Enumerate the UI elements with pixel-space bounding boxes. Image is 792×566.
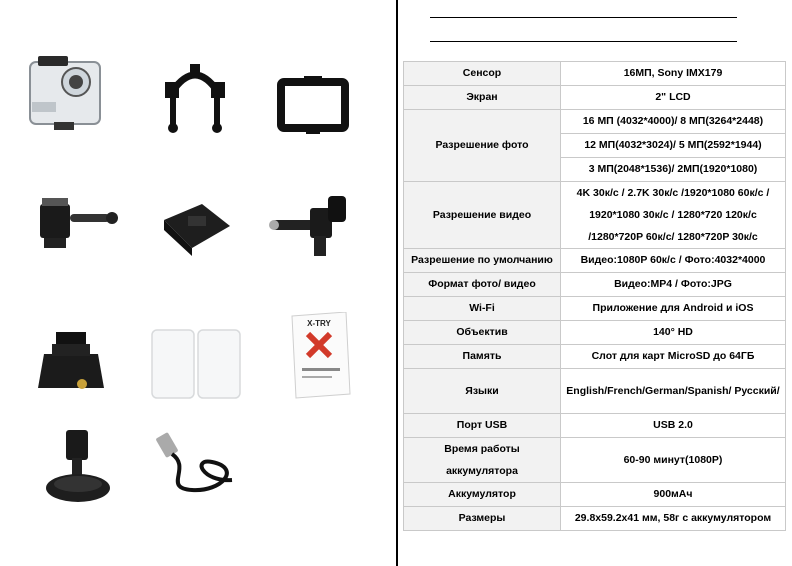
spec-table	[403, 61, 786, 531]
spec-value-battery: 900мАч	[561, 483, 786, 507]
adhesive-pads-image	[150, 326, 242, 402]
spec-label-wifi: Wi-Fi	[404, 297, 561, 321]
video-resolution-line-3: /1280*720P 60к/с/ 1280*720P 30к/с	[588, 231, 758, 243]
page-divider	[396, 0, 398, 566]
manual-brand-text: X-TRY	[307, 319, 331, 328]
spec-row-dimensions	[404, 507, 786, 531]
spec-value-sensor: 16МП, Sony IMX179	[561, 62, 786, 86]
battery-life-label-line-1: Время работы	[444, 443, 520, 455]
spec-row-usb-port	[404, 414, 786, 438]
clip-mount-image	[30, 186, 120, 256]
waterproof-case-image	[24, 52, 106, 132]
spec-row-video-resolution	[404, 182, 786, 249]
helmet-mount-image	[266, 190, 356, 262]
spec-label-lens: Объектив	[404, 321, 561, 345]
spec-value-battery-life: 60-90 минут(1080P)	[561, 438, 786, 483]
spec-label-languages: Языки	[404, 369, 561, 414]
spec-value-format: Видео:MP4 / Фото:JPG	[561, 273, 786, 297]
battery-life-label-line-2: аккумулятора	[446, 465, 518, 477]
spec-value-lens: 140° HD	[561, 321, 786, 345]
spec-label-usb-port: Порт USB	[404, 414, 561, 438]
tripod-mount-image	[40, 428, 116, 506]
spec-value-photo-resolution-1: 16 МП (4032*4000)/ 8 МП(3264*2448)	[561, 110, 786, 134]
spec-row-battery-life	[404, 438, 786, 483]
handlebar-mount-image	[160, 62, 230, 134]
spec-label-format: Формат фото/ видео	[404, 273, 561, 297]
adhesive-mount-image	[158, 198, 234, 256]
spec-label-screen: Экран	[404, 86, 561, 110]
spec-row-languages	[404, 369, 786, 414]
spec-label-memory: Память	[404, 345, 561, 369]
spec-label-default-resolution: Разрешение по умолчанию	[404, 249, 561, 273]
header-rule-bottom	[430, 41, 737, 42]
spec-label-battery-life	[404, 438, 561, 483]
video-resolution-line-1: 4K 30к/с / 2.7K 30к/с /1920*1080 60к/с /	[576, 187, 770, 199]
spec-label-dimensions: Размеры	[404, 507, 561, 531]
spec-value-usb-port: USB 2.0	[561, 414, 786, 438]
spec-value-photo-resolution-2: 12 МП(4032*3024)/ 5 МП(2592*1944)	[561, 134, 786, 158]
spec-value-wifi: Приложение для Android и iOS	[561, 297, 786, 321]
spec-value-screen: 2" LCD	[561, 86, 786, 110]
usb-cable-image	[152, 428, 248, 500]
spec-row-format	[404, 273, 786, 297]
spec-label-video-resolution: Разрешение видео	[404, 182, 561, 249]
spec-row-sensor	[404, 62, 786, 86]
spec-value-dimensions: 29.8x59.2x41 мм, 58г с аккумулятором	[561, 507, 786, 531]
spec-value-languages: English/French/German/Spanish/ Русский/	[561, 369, 786, 414]
spec-value-memory: Слот для карт MicroSD до 64ГБ	[561, 345, 786, 369]
tripod-adapter-image	[34, 330, 108, 400]
spec-value-default-resolution: Видео:1080P 60к/с / Фото:4032*4000	[561, 249, 786, 273]
spec-label-battery: Аккумулятор	[404, 483, 561, 507]
video-resolution-line-2: 1920*1080 30к/с / 1280*720 120к/с	[589, 209, 757, 221]
spec-row-screen	[404, 86, 786, 110]
user-manual-image	[286, 312, 352, 400]
spec-label-sensor: Сенсор	[404, 62, 561, 86]
spec-row-photo-resolution	[404, 110, 786, 134]
header-rule-top	[430, 17, 737, 18]
spec-value-video-resolution	[561, 182, 786, 249]
spec-row-lens	[404, 321, 786, 345]
spec-row-battery	[404, 483, 786, 507]
spec-row-memory	[404, 345, 786, 369]
frame-mount-image	[276, 76, 350, 134]
spec-value-photo-resolution-3: 3 МП(2048*1536)/ 2МП(1920*1080)	[561, 158, 786, 182]
spec-row-wifi	[404, 297, 786, 321]
spec-label-photo-resolution: Разрешение фото	[404, 110, 561, 182]
spec-row-default-resolution	[404, 249, 786, 273]
